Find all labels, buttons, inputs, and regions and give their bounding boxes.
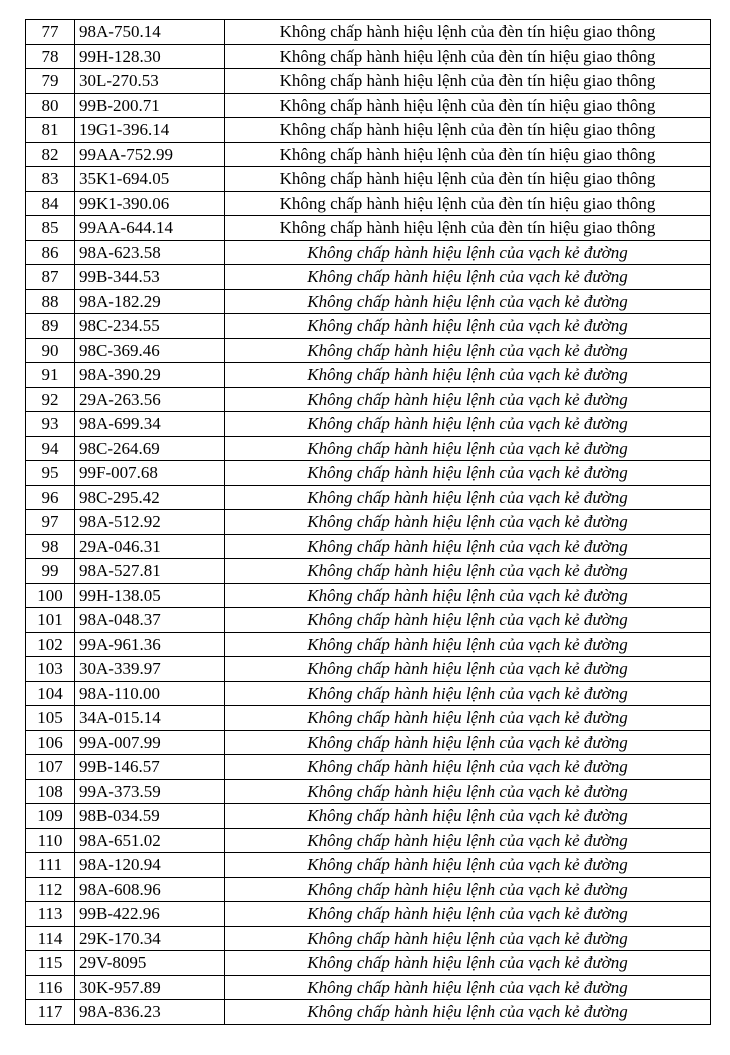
table-row (26, 461, 711, 486)
row-number-cell: 95 (26, 461, 75, 486)
table-row (26, 289, 711, 314)
table-row (26, 1000, 711, 1025)
row-number-cell: 110 (26, 828, 75, 853)
row-number-cell: 83 (26, 167, 75, 192)
license-plate-cell: 99H-128.30 (75, 44, 225, 69)
violation-cell: Không chấp hành hiệu lệnh của vạch kẻ đường (225, 485, 711, 510)
violation-cell: Không chấp hành hiệu lệnh của vạch kẻ đường (225, 657, 711, 682)
license-plate-cell: 34A-015.14 (75, 706, 225, 731)
row-number-cell: 100 (26, 583, 75, 608)
license-plate-cell: 98C-295.42 (75, 485, 225, 510)
table-row (26, 44, 711, 69)
row-number-cell: 89 (26, 314, 75, 339)
row-number-cell: 116 (26, 975, 75, 1000)
license-plate-cell: 98A-623.58 (75, 240, 225, 265)
row-number-cell: 78 (26, 44, 75, 69)
row-number-cell: 108 (26, 779, 75, 804)
violation-cell: Không chấp hành hiệu lệnh của vạch kẻ đường (225, 779, 711, 804)
violation-cell: Không chấp hành hiệu lệnh của vạch kẻ đường (225, 412, 711, 437)
violation-cell: Không chấp hành hiệu lệnh của đèn tín hiệu giao thông (225, 69, 711, 94)
violation-cell: Không chấp hành hiệu lệnh của vạch kẻ đường (225, 730, 711, 755)
license-plate-cell: 98A-699.34 (75, 412, 225, 437)
license-plate-cell: 98B-034.59 (75, 804, 225, 829)
table-row (26, 975, 711, 1000)
license-plate-cell: 99B-422.96 (75, 902, 225, 927)
license-plate-cell: 29K-170.34 (75, 926, 225, 951)
row-number-cell: 103 (26, 657, 75, 682)
table-row (26, 93, 711, 118)
table-row (26, 118, 711, 143)
violations-table (25, 19, 711, 1025)
table-row (26, 926, 711, 951)
table-row (26, 314, 711, 339)
table-row (26, 657, 711, 682)
license-plate-cell: 99AA-644.14 (75, 216, 225, 241)
license-plate-cell: 30A-339.97 (75, 657, 225, 682)
violation-cell: Không chấp hành hiệu lệnh của vạch kẻ đường (225, 951, 711, 976)
table-row (26, 191, 711, 216)
license-plate-cell: 98A-750.14 (75, 20, 225, 45)
violation-cell: Không chấp hành hiệu lệnh của đèn tín hiệu giao thông (225, 167, 711, 192)
violation-cell: Không chấp hành hiệu lệnh của vạch kẻ đường (225, 363, 711, 388)
violation-cell: Không chấp hành hiệu lệnh của vạch kẻ đường (225, 436, 711, 461)
table-row (26, 387, 711, 412)
violation-cell: Không chấp hành hiệu lệnh của vạch kẻ đường (225, 853, 711, 878)
table-row (26, 142, 711, 167)
violation-cell: Không chấp hành hiệu lệnh của vạch kẻ đường (225, 583, 711, 608)
license-plate-cell: 99A-961.36 (75, 632, 225, 657)
row-number-cell: 112 (26, 877, 75, 902)
table-row (26, 951, 711, 976)
violation-cell: Không chấp hành hiệu lệnh của đèn tín hiệu giao thông (225, 20, 711, 45)
violation-cell: Không chấp hành hiệu lệnh của đèn tín hiệu giao thông (225, 216, 711, 241)
violation-cell: Không chấp hành hiệu lệnh của vạch kẻ đường (225, 387, 711, 412)
table-row (26, 485, 711, 510)
row-number-cell: 106 (26, 730, 75, 755)
table-row (26, 730, 711, 755)
table-row (26, 877, 711, 902)
violation-cell: Không chấp hành hiệu lệnh của đèn tín hiệu giao thông (225, 142, 711, 167)
table-row (26, 534, 711, 559)
license-plate-cell: 98A-390.29 (75, 363, 225, 388)
row-number-cell: 85 (26, 216, 75, 241)
violation-cell: Không chấp hành hiệu lệnh của vạch kẻ đường (225, 289, 711, 314)
table-row (26, 167, 711, 192)
violation-cell: Không chấp hành hiệu lệnh của vạch kẻ đường (225, 828, 711, 853)
violation-cell: Không chấp hành hiệu lệnh của đèn tín hiệu giao thông (225, 44, 711, 69)
table-row (26, 755, 711, 780)
license-plate-cell: 99H-138.05 (75, 583, 225, 608)
license-plate-cell: 98A-512.92 (75, 510, 225, 535)
table-row (26, 608, 711, 633)
row-number-cell: 79 (26, 69, 75, 94)
license-plate-cell: 29V-8095 (75, 951, 225, 976)
row-number-cell: 96 (26, 485, 75, 510)
license-plate-cell: 98C-234.55 (75, 314, 225, 339)
license-plate-cell: 98A-608.96 (75, 877, 225, 902)
table-row (26, 853, 711, 878)
license-plate-cell: 19G1-396.14 (75, 118, 225, 143)
violation-cell: Không chấp hành hiệu lệnh của vạch kẻ đường (225, 461, 711, 486)
violation-cell: Không chấp hành hiệu lệnh của vạch kẻ đường (225, 877, 711, 902)
license-plate-cell: 98A-651.02 (75, 828, 225, 853)
violation-cell: Không chấp hành hiệu lệnh của vạch kẻ đường (225, 902, 711, 927)
row-number-cell: 111 (26, 853, 75, 878)
violation-cell: Không chấp hành hiệu lệnh của vạch kẻ đường (225, 681, 711, 706)
violation-cell: Không chấp hành hiệu lệnh của vạch kẻ đường (225, 804, 711, 829)
row-number-cell: 94 (26, 436, 75, 461)
table-row (26, 583, 711, 608)
table-row (26, 69, 711, 94)
row-number-cell: 114 (26, 926, 75, 951)
license-plate-cell: 30L-270.53 (75, 69, 225, 94)
row-number-cell: 93 (26, 412, 75, 437)
violation-cell: Không chấp hành hiệu lệnh của vạch kẻ đường (225, 240, 711, 265)
table-row (26, 265, 711, 290)
license-plate-cell: 99B-200.71 (75, 93, 225, 118)
violation-cell: Không chấp hành hiệu lệnh của vạch kẻ đường (225, 1000, 711, 1025)
row-number-cell: 102 (26, 632, 75, 657)
row-number-cell: 107 (26, 755, 75, 780)
table-row (26, 510, 711, 535)
table-row (26, 559, 711, 584)
row-number-cell: 81 (26, 118, 75, 143)
license-plate-cell: 99B-344.53 (75, 265, 225, 290)
violation-cell: Không chấp hành hiệu lệnh của đèn tín hiệu giao thông (225, 118, 711, 143)
license-plate-cell: 98A-048.37 (75, 608, 225, 633)
row-number-cell: 87 (26, 265, 75, 290)
license-plate-cell: 35K1-694.05 (75, 167, 225, 192)
table-row (26, 681, 711, 706)
license-plate-cell: 99AA-752.99 (75, 142, 225, 167)
violation-cell: Không chấp hành hiệu lệnh của vạch kẻ đường (225, 510, 711, 535)
license-plate-cell: 29A-046.31 (75, 534, 225, 559)
table-row (26, 20, 711, 45)
license-plate-cell: 98A-120.94 (75, 853, 225, 878)
license-plate-cell: 98C-369.46 (75, 338, 225, 363)
table-row (26, 804, 711, 829)
violation-cell: Không chấp hành hiệu lệnh của vạch kẻ đường (225, 706, 711, 731)
table-row (26, 436, 711, 461)
table-row (26, 902, 711, 927)
violations-table-body (26, 20, 711, 1025)
row-number-cell: 80 (26, 93, 75, 118)
license-plate-cell: 99A-007.99 (75, 730, 225, 755)
license-plate-cell: 99A-373.59 (75, 779, 225, 804)
violation-cell: Không chấp hành hiệu lệnh của đèn tín hiệu giao thông (225, 191, 711, 216)
row-number-cell: 113 (26, 902, 75, 927)
row-number-cell: 101 (26, 608, 75, 633)
license-plate-cell: 99F-007.68 (75, 461, 225, 486)
row-number-cell: 117 (26, 1000, 75, 1025)
license-plate-cell: 98A-527.81 (75, 559, 225, 584)
table-row (26, 338, 711, 363)
violation-cell: Không chấp hành hiệu lệnh của vạch kẻ đường (225, 755, 711, 780)
table-row (26, 779, 711, 804)
violation-cell: Không chấp hành hiệu lệnh của vạch kẻ đường (225, 559, 711, 584)
row-number-cell: 109 (26, 804, 75, 829)
license-plate-cell: 99K1-390.06 (75, 191, 225, 216)
row-number-cell: 88 (26, 289, 75, 314)
license-plate-cell: 98A-110.00 (75, 681, 225, 706)
license-plate-cell: 99B-146.57 (75, 755, 225, 780)
row-number-cell: 91 (26, 363, 75, 388)
violation-cell: Không chấp hành hiệu lệnh của vạch kẻ đường (225, 975, 711, 1000)
table-row (26, 632, 711, 657)
row-number-cell: 99 (26, 559, 75, 584)
violation-cell: Không chấp hành hiệu lệnh của vạch kẻ đường (225, 632, 711, 657)
violation-cell: Không chấp hành hiệu lệnh của vạch kẻ đường (225, 608, 711, 633)
license-plate-cell: 98A-182.29 (75, 289, 225, 314)
license-plate-cell: 29A-263.56 (75, 387, 225, 412)
row-number-cell: 104 (26, 681, 75, 706)
table-row (26, 828, 711, 853)
row-number-cell: 115 (26, 951, 75, 976)
table-row (26, 240, 711, 265)
row-number-cell: 97 (26, 510, 75, 535)
violation-cell: Không chấp hành hiệu lệnh của đèn tín hiệu giao thông (225, 93, 711, 118)
row-number-cell: 84 (26, 191, 75, 216)
row-number-cell: 98 (26, 534, 75, 559)
row-number-cell: 86 (26, 240, 75, 265)
violation-cell: Không chấp hành hiệu lệnh của vạch kẻ đường (225, 926, 711, 951)
license-plate-cell: 98C-264.69 (75, 436, 225, 461)
row-number-cell: 90 (26, 338, 75, 363)
violation-cell: Không chấp hành hiệu lệnh của vạch kẻ đường (225, 314, 711, 339)
table-row (26, 216, 711, 241)
table-row (26, 363, 711, 388)
row-number-cell: 77 (26, 20, 75, 45)
table-row (26, 706, 711, 731)
table-row (26, 412, 711, 437)
row-number-cell: 105 (26, 706, 75, 731)
row-number-cell: 92 (26, 387, 75, 412)
violation-cell: Không chấp hành hiệu lệnh của vạch kẻ đường (225, 338, 711, 363)
violation-cell: Không chấp hành hiệu lệnh của vạch kẻ đường (225, 265, 711, 290)
row-number-cell: 82 (26, 142, 75, 167)
violation-cell: Không chấp hành hiệu lệnh của vạch kẻ đường (225, 534, 711, 559)
license-plate-cell: 98A-836.23 (75, 1000, 225, 1025)
license-plate-cell: 30K-957.89 (75, 975, 225, 1000)
